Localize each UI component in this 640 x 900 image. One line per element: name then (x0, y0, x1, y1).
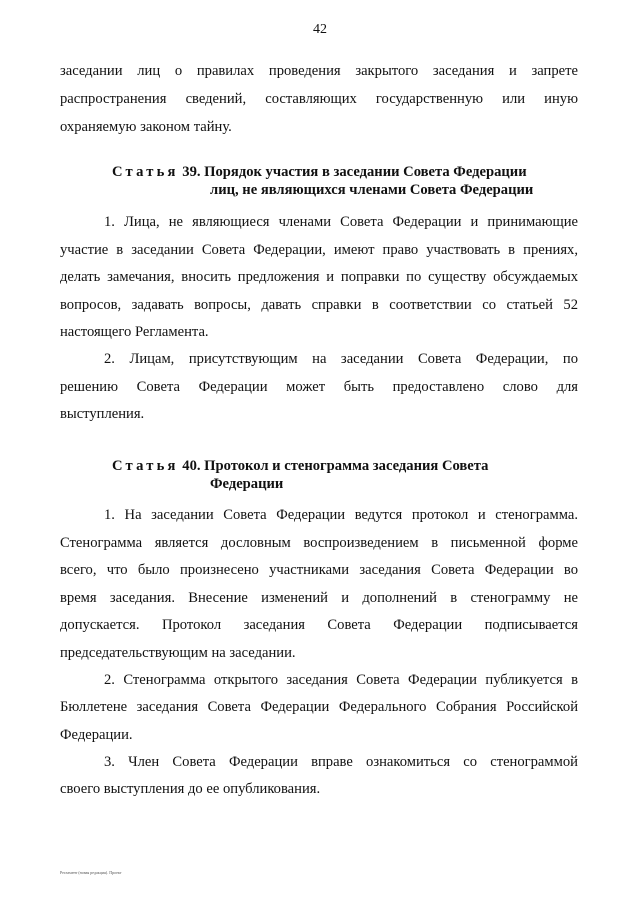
text-line: распространения сведений, составляющих государственную или иную (60, 91, 578, 107)
text-line: участие в заседании Совета Федерации, имеют право участвовать в прениях, (60, 242, 578, 258)
text-line: 1. Лица, не являющиеся членами Совета Федерации и принимающие (104, 214, 578, 230)
footer-note: Регламент (новая редакция). Проект (60, 870, 122, 875)
text-line: решению Совета Федерации может быть предоставлено слово для (60, 379, 578, 395)
article-title-line2: лиц, не являющихся членами Совета Федерации (210, 182, 534, 198)
text-line: Бюллетене заседания Совета Федерации Федерального Собрания Российской (60, 699, 578, 715)
text-line: своего выступления до ее опубликования. (60, 781, 321, 797)
page-number: 42 (313, 22, 327, 37)
article-word: Статья (112, 164, 179, 180)
text-line: 2. Лицам, присутствующим на заседании Совета Федерации, по (104, 351, 578, 367)
text-line: допускается. Протокол заседания Совета Федерации подписывается (60, 617, 578, 633)
text-line: 3. Член Совета Федерации вправе ознакомиться со стенограммой (104, 754, 578, 770)
text-line: всего, что было произнесено участниками заседания Совета Федерации во (60, 562, 578, 578)
text-line: вопросов, задавать вопросы, давать справки в соответствии со статьей 52 (60, 297, 578, 313)
article-title-line1: 39. Порядок участия в заседании Совета Федерации (182, 164, 527, 180)
article-word: Статья (112, 458, 179, 474)
article-title-line2: Федерации (210, 476, 284, 492)
article-39-heading (112, 163, 527, 181)
text-line: время заседания. Внесение изменений и дополнений в стенограмму не (60, 590, 578, 606)
text-line: председательствующим на заседании. (60, 645, 296, 661)
text-line: 1. На заседании Совета Федерации ведутся протокол и стенограмма. (104, 507, 578, 523)
text-line: Федерации. (60, 727, 133, 743)
text-line: делать замечания, вносить предложения и поправки по существу обсуждаемых (60, 269, 578, 285)
text-line: выступления. (60, 406, 145, 422)
text-line: заседании лиц о правилах проведения закрытого заседания и запрете (60, 63, 578, 79)
article-40-heading (112, 457, 488, 475)
article-title-line1: 40. Протокол и стенограмма заседания Совета (182, 458, 489, 474)
text-line: охраняемую законом тайну. (60, 119, 232, 135)
text-line: Стенограмма является дословным воспроизведением в письменной форме (60, 535, 578, 551)
text-line: настоящего Регламента. (60, 324, 209, 340)
text-line: 2. Стенограмма открытого заседания Совета Федерации публикуется в (104, 672, 578, 688)
